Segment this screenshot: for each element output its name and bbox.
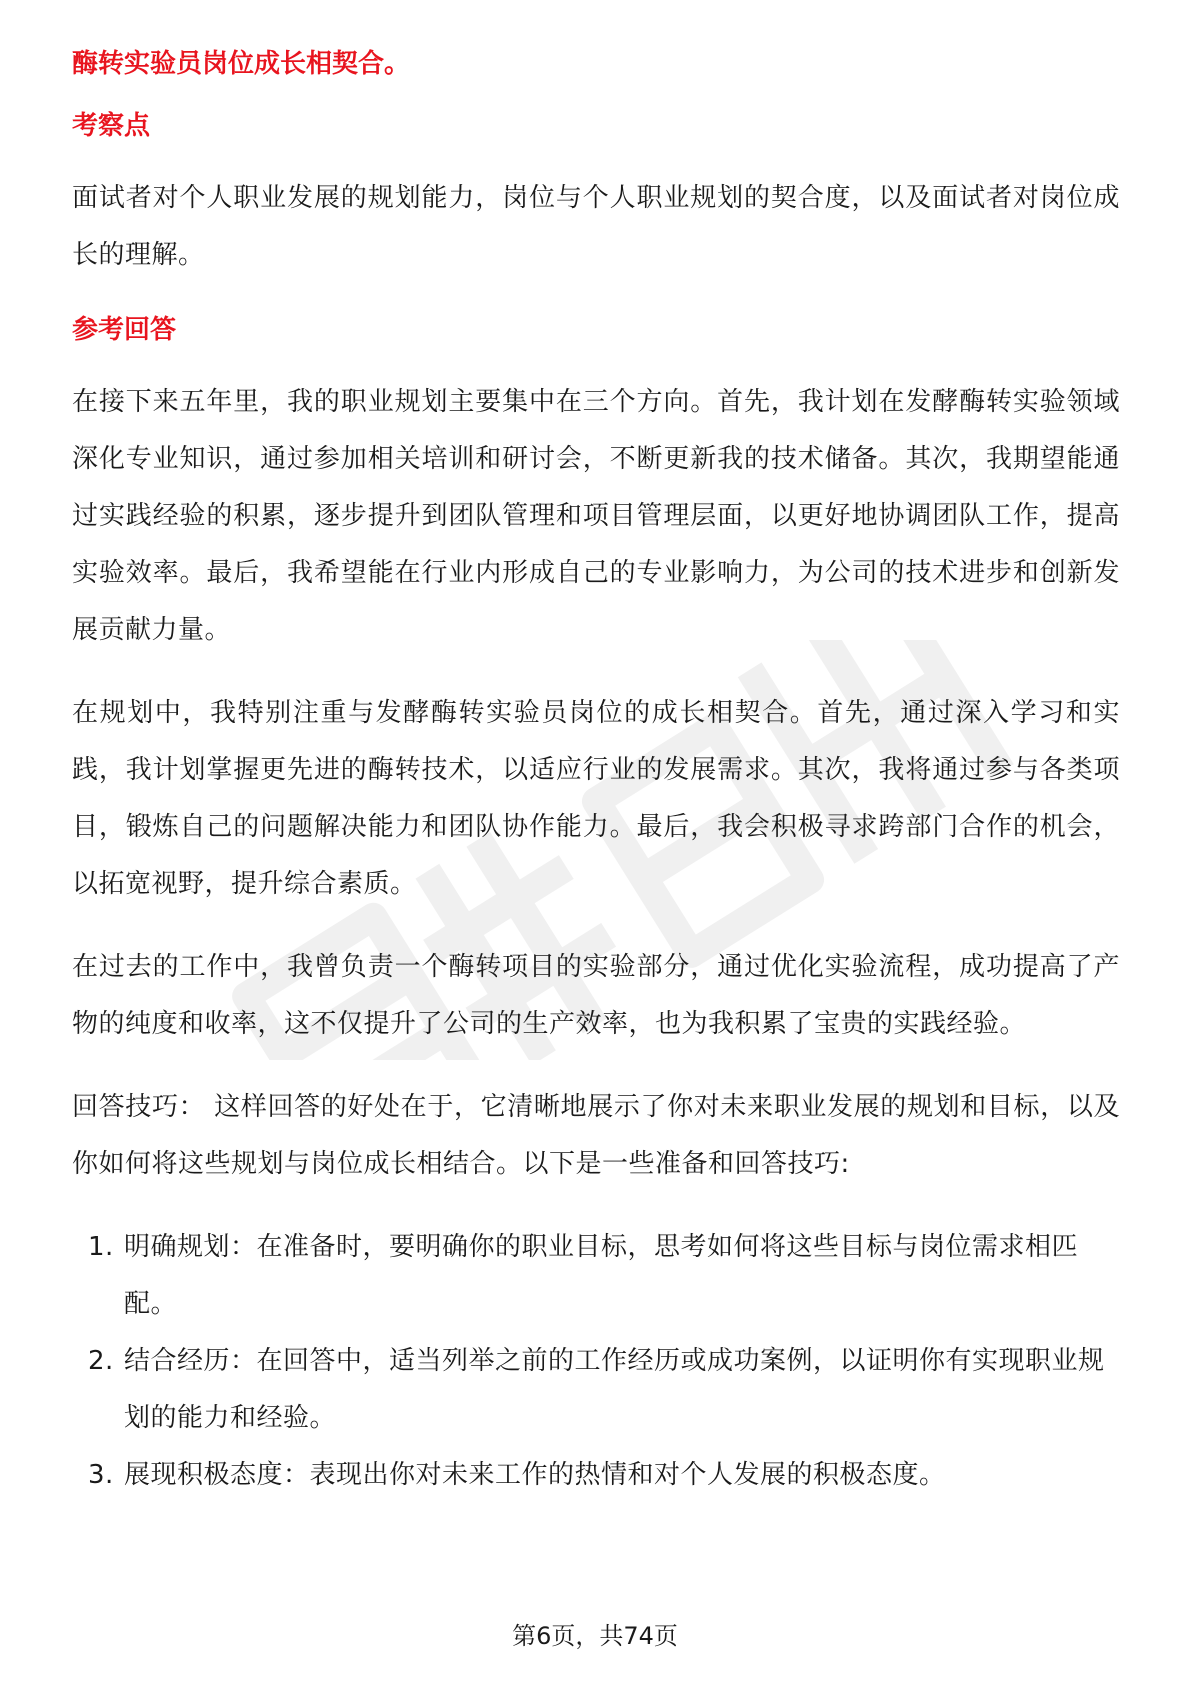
list-item-text: 展现积极态度：表现出你对未来工作的热情和对个人发展的积极态度。: [124, 1460, 946, 1490]
reference-answer-title: 参考回答: [72, 315, 177, 345]
answer-paragraph-2: 在规划中，我特别注重与发酵酶转实验员岗位的成长相契合。首先，通过深入学习和实践，我计划掌握更先进的酶转技术，以适应行业的发展需求。其次，我将通过参与各类项目，锻炼自己的问题解决能力和团队协作能力。最后，我会积极寻求跨部门合作的机会，以拓宽视野，提升综合素质。: [72, 698, 1120, 899]
list-item-text: 明确规划：在准备时，要明确你的职业目标，思考如何将这些目标与岗位需求相匹配。: [124, 1232, 1079, 1319]
list-item: [72, 1219, 1120, 1333]
list-item-text: 结合经历：在回答中，适当列举之前的工作经历或成功案例，以证明你有实现职业规划的能力和经验。: [124, 1346, 1105, 1433]
list-item: [72, 1333, 1120, 1447]
list-item: [72, 1447, 1120, 1504]
question-title-continuation: 酶转实验员岗位成长相契合。: [72, 49, 411, 79]
examine-points-title: 考察点: [72, 111, 151, 141]
list-item-number: 3.: [88, 1460, 114, 1490]
answer-paragraph-1: 在接下来五年里，我的职业规划主要集中在三个方向。首先，我计划在发酵酶转实验领域深化专业知识，通过参加相关培训和研讨会，不断更新我的技术储备。其次，我期望能通过实践经验的积累，逐步提升到团队管理和项目管理层面，以更好地协调团队工作，提高实验效率。最后，我希望能在行业内形成自己的专业影响力，为公司的技术进步和创新发展贡献力量。: [72, 387, 1120, 645]
answer-tips-list: [72, 1219, 1120, 1504]
examine-points-text: 面试者对个人职业发展的规划能力，岗位与个人职业规划的契合度，以及面试者对岗位成长的理解。: [72, 183, 1120, 270]
document-content: [72, 44, 1120, 1504]
page-number: 第6页，共74页: [512, 1622, 678, 1650]
answer-tips-intro: 回答技巧： 这样回答的好处在于，它清晰地展示了你对未来职业发展的规划和目标，以及你如何将这些规划与岗位成长相结合。以下是一些准备和回答技巧:: [72, 1092, 1120, 1179]
list-item-number: 1.: [88, 1232, 114, 1262]
answer-paragraph-3: 在过去的工作中，我曾负责一个酶转项目的实验部分，通过优化实验流程，成功提高了产物的纯度和收率，这不仅提升了公司的生产效率，也为我积累了宝贵的实践经验。: [72, 952, 1120, 1039]
list-item-number: 2.: [88, 1346, 114, 1376]
